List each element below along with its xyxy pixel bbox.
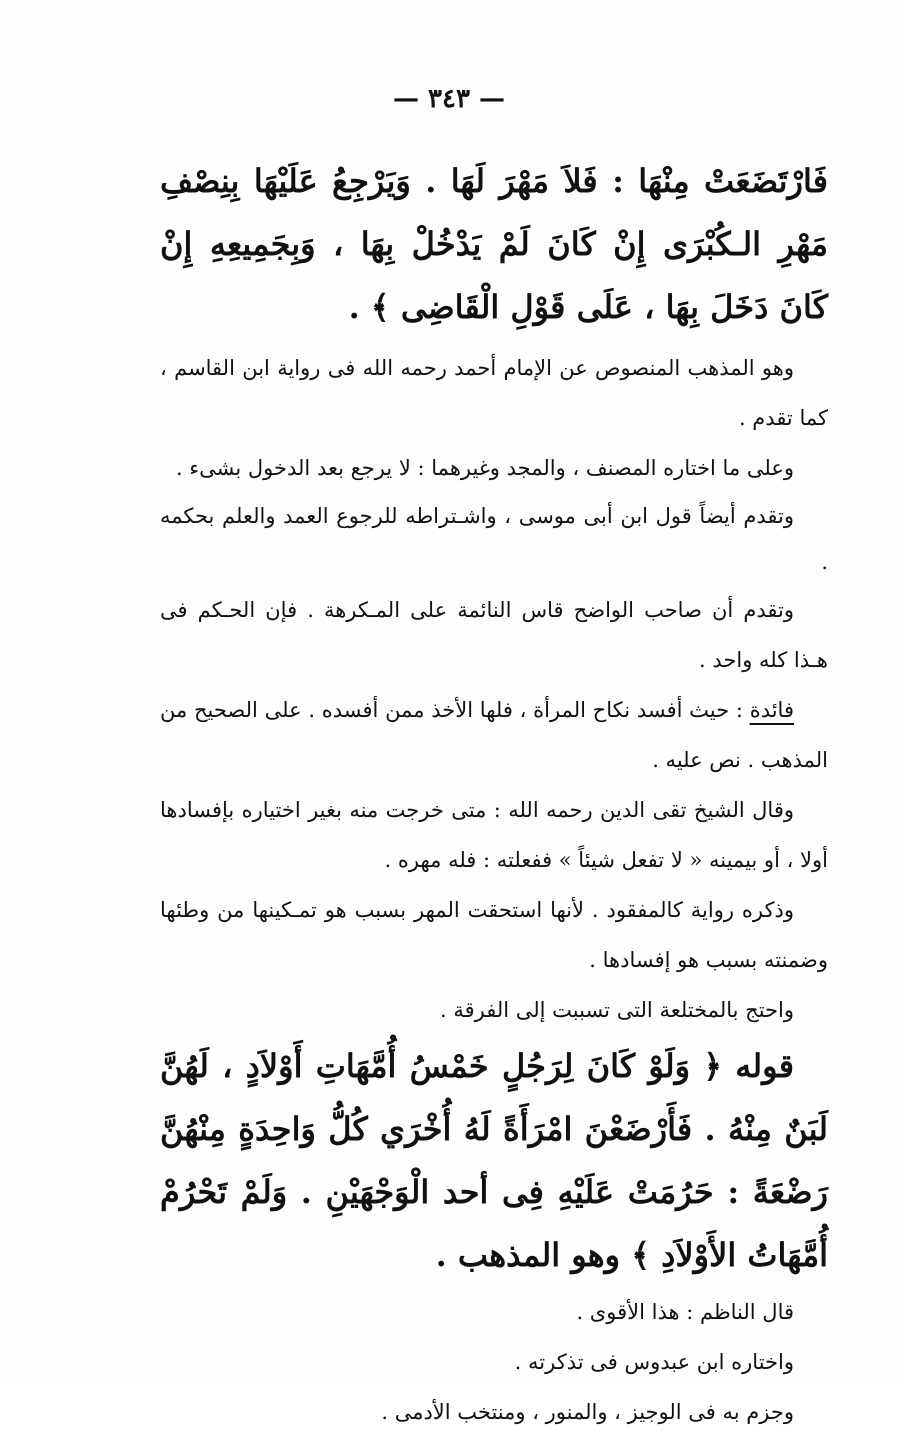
faida-label: فائدة bbox=[749, 698, 794, 722]
faida-text: : حيث أفسد نكاح المرأة ، فلها الأخذ ممن أفسده . على الصحيح من المذهب . نص عليه . bbox=[160, 698, 828, 772]
commentary-paragraph: وتقدم أيضاً قول ابن أبى موسى ، واشـتراطه للرجوع العمد والعلم بحكمه . bbox=[160, 504, 828, 574]
commentary-paragraph: وذكره رواية كالمفقود . لأنها استحقت المهر بسبب هو تمـكينها من وطئها وضمنته بسبب هو إفسادها . bbox=[160, 898, 828, 972]
commentary-paragraph: وتقدم أن صاحب الواضح قاس النائمة على المـكرهة . فإن الحـكم فى هـذا كله واحد . bbox=[160, 598, 828, 672]
page-number: — ٣٤٣ — bbox=[392, 84, 506, 114]
commentary-paragraph: وقال الشيخ تقى الدين رحمه الله : متى خرجت منه بغير اختياره بإفسادها أولا ، أو بيمينه « لا تفعل شيئاً » ففعلته : فله مهره . bbox=[160, 798, 828, 872]
page-body bbox=[160, 150, 828, 1437]
commentary-paragraph: وهو المذهب المنصوص عن الإمام أحمد رحمه الله فى رواية ابن القاسم ، كما تقدم . bbox=[160, 356, 828, 430]
matn-paragraph: قوله ﴿ وَلَوْ كَانَ لِرَجُلٍ خَمْسُ أُمَّهَاتِ أَوْلاَدٍ ، لَهُنَّ لَبَنٌ مِنْهُ . فَأَرْضَعْنَ امْرَأَةً لَهُ أُخْرَي كُلُّ وَاحِدَةٍ مِنْهُنَّ رَضْعَةً : حَرُمَتْ عَلَيْهِ فِى أحد الْوَجْهَيْنِ . وَلَمْ تَحْرُمْ أُمَّهَاتُ الأَوْلاَدِ ﴾ وهو المذهب . bbox=[160, 1047, 828, 1274]
commentary-paragraph: واختاره ابن عبدوس فى تذكرته . bbox=[514, 1350, 794, 1374]
matn-paragraph: فَارْتَضَعَتْ مِنْهَا : فَلاَ مَهْرَ لَهَا . وَيَرْجِعُ عَلَيْهَا بِنِصْفِ مَهْرِ الـكُبْرَى إِنْ كَانَ لَمْ يَدْخُلْ بِهَا ، وَبِجَمِيعِهِ إِنْ كَانَ دَخَلَ بِهَا ، عَلَى قَوْلِ الْقَاضِى ﴾ . bbox=[160, 162, 828, 326]
commentary-paragraph: وجزم به فى الوجيز ، والمنور ، ومنتخب الأدمى . bbox=[381, 1400, 794, 1424]
commentary-paragraph: واحتج بالمختلعة التى تسببت إلى الفرقة . bbox=[439, 998, 794, 1022]
commentary-paragraph: قال الناظم : هذا الأقوى . bbox=[576, 1300, 794, 1324]
commentary-paragraph: وعلى ما اختاره المصنف ، والمجد وغيرهما : لا يرجع بعد الدخول بشىء . bbox=[175, 456, 794, 480]
faida-paragraph bbox=[160, 685, 828, 785]
